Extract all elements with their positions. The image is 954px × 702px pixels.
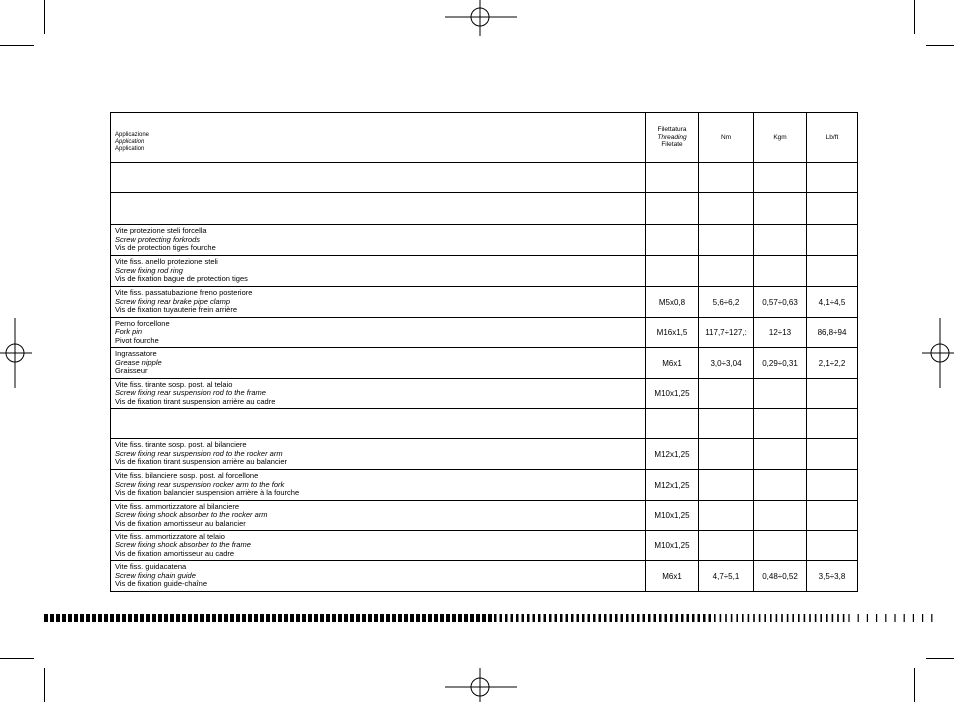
table-row [111,501,858,531]
print-bar [626,614,629,622]
print-bar [621,614,624,622]
application-fr: Vis de fixation amortisseur au balancier [115,518,246,528]
print-bar [588,614,591,622]
lbft-cell [807,379,858,409]
print-bar [720,614,722,622]
table-row [111,561,858,592]
print-bar [236,614,240,622]
table-row [111,318,858,348]
lbft-cell [807,501,858,531]
print-bar [781,614,783,622]
crop-mark [914,668,915,702]
application-it: Vite protezione steli forcella [115,226,207,236]
print-bar [152,614,156,622]
thread-cell: M6x1 [646,561,699,592]
print-bar [218,614,222,622]
print-bar [714,614,716,622]
print-bar [742,614,744,622]
print-bar [80,614,84,622]
application-fr: Pivot fourche [115,335,159,345]
print-bar [422,614,426,622]
print-bar [560,614,563,622]
lbft-cell [807,409,858,439]
print-bar [362,614,366,622]
print-bar [50,614,54,622]
print-bar [446,614,450,622]
registration-mark-bottom [445,668,517,702]
print-bar [522,614,525,622]
nm-cell [699,501,754,531]
print-bar [98,614,102,622]
print-bar [922,614,923,622]
print-bar [837,614,839,622]
print-bar [332,614,336,622]
table-row [111,531,858,561]
print-bar [44,614,48,622]
print-bar [549,614,552,622]
print-bar [632,614,635,622]
lbft-cell: 2,1÷2,2 [807,348,858,379]
print-bar [931,614,932,622]
print-bar [242,614,246,622]
print-bar [867,614,868,622]
print-bar [516,614,519,622]
nm-cell [699,409,754,439]
print-bar [476,614,480,622]
print-bar [248,614,252,622]
application-it: Vite fiss. tirante sosp. post. al telaio [115,379,233,389]
print-bar [643,614,646,622]
print-bar [804,614,806,622]
application-en: Grease nipple [115,357,162,367]
crop-mark [0,658,34,659]
application-fr: Graisseur [115,366,148,376]
print-bar [759,614,761,622]
print-bar [284,614,288,622]
application-cell [111,193,646,225]
header-application [111,113,646,163]
thread-cell [646,163,699,193]
application-fr: Vis de protection tiges fourche [115,243,216,253]
print-bar [188,614,192,622]
print-bar [92,614,96,622]
thread-cell [646,225,699,256]
application-fr: Vis de fixation tirant suspension arrière au balancier [115,457,288,467]
header-application-en: Application [115,139,145,146]
print-bar [164,614,168,622]
application-en: Screw fixing chain guide [115,570,196,580]
print-bar [654,614,657,622]
print-bar-strip [44,614,936,622]
application-en: Screw fixing rod ring [115,265,183,275]
application-en: Screw fixing shock absorber to the rocker arm [115,510,268,520]
print-bar [56,614,60,622]
print-bar [440,614,444,622]
print-bar [505,614,508,622]
thread-cell: M10x1,25 [646,501,699,531]
header-application-it: Applicazione [115,132,150,139]
kgm-cell [754,409,807,439]
print-bar [615,614,618,622]
crop-mark [0,45,34,46]
print-bar [725,614,727,622]
kgm-cell [754,501,807,531]
print-bar [398,614,402,622]
kgm-cell [754,531,807,561]
application-cell [111,501,646,531]
print-bar [770,614,772,622]
nm-cell: 3,0÷3,04 [699,348,754,379]
print-bar [577,614,580,622]
print-bar [748,614,750,622]
print-bar [314,614,318,622]
header-lbft: Lb/ft [807,113,858,163]
print-bar [68,614,72,622]
print-bar [894,614,895,622]
header-threading [646,113,699,163]
application-fr: Vis de fixation guide-chaîne [115,579,208,589]
nm-cell: 5,6÷6,2 [699,287,754,318]
print-bar [826,614,828,622]
print-bar [885,614,886,622]
table-row [111,163,858,193]
kgm-cell: 0,57÷0,63 [754,287,807,318]
print-bar [122,614,126,622]
print-bar [659,614,662,622]
print-bar [308,614,312,622]
thread-cell [646,409,699,439]
print-bar [571,614,574,622]
registration-mark-top [445,0,517,36]
header-application-fr: Application [115,145,145,152]
application-it: Vite fiss. ammortizzatore al bilanciere [115,501,240,511]
lbft-cell [807,225,858,256]
application-cell [111,287,646,318]
print-bar [648,614,651,622]
print-bar [128,614,132,622]
application-cell [111,470,646,501]
application-cell [111,348,646,379]
print-bar [798,614,800,622]
lbft-cell [807,439,858,470]
kgm-cell [754,193,807,225]
application-it: Ingrassatore [115,349,157,359]
print-bar [404,614,408,622]
print-bar [764,614,766,622]
registration-mark-left [0,318,32,388]
header-threading-fr: Filetate [661,141,683,149]
application-cell [111,439,646,470]
application-cell [111,318,646,348]
print-bar [482,614,486,622]
lbft-cell [807,256,858,287]
print-bar [599,614,602,622]
thread-cell: M16x1,5 [646,318,699,348]
application-it: Vite fiss. ammortizzatore al telaio [115,531,225,541]
print-bar [278,614,282,622]
print-bar [86,614,90,622]
print-bar [670,614,673,622]
application-en: Screw fixing rear suspension rod to the rocker arm [115,448,283,458]
kgm-cell [754,439,807,470]
nm-cell: 117,7÷127,: [699,318,754,348]
print-bar [820,614,822,622]
nm-cell [699,531,754,561]
nm-cell [699,163,754,193]
crop-mark [44,0,45,34]
application-cell [111,256,646,287]
table-row [111,379,858,409]
print-bar [134,614,138,622]
print-bar [272,614,276,622]
nm-cell [699,225,754,256]
print-bar [320,614,324,622]
crop-mark [44,668,45,702]
print-bar [146,614,150,622]
print-bar [665,614,668,622]
print-bar [488,614,492,622]
print-bar [410,614,414,622]
nm-cell: 4,7÷5,1 [699,561,754,592]
print-bar [170,614,174,622]
table-header-row [111,113,858,163]
lbft-cell [807,470,858,501]
print-bar [604,614,607,622]
print-bar [698,614,701,622]
kgm-cell [754,379,807,409]
lbft-cell [807,193,858,225]
print-bar [326,614,330,622]
kgm-cell [754,470,807,501]
lbft-cell: 3,5÷3,8 [807,561,858,592]
print-bar [380,614,384,622]
print-bar [703,614,706,622]
nm-cell [699,256,754,287]
application-it: Vite fiss. guidacatena [115,562,187,572]
kgm-cell: 0,29÷0,31 [754,348,807,379]
application-fr: Vis de fixation amortisseur au cadre [115,548,235,558]
print-bar [428,614,432,622]
application-en: Screw fixing rear suspension rocker arm to the fork [115,479,285,489]
thread-cell: M12x1,25 [646,470,699,501]
print-bar [692,614,695,622]
print-bar [809,614,811,622]
application-cell [111,531,646,561]
print-bar [356,614,360,622]
print-bar [792,614,794,622]
table-row [111,439,858,470]
print-bar [538,614,541,622]
application-en: Screw protecting forkrods [115,234,201,244]
print-bar [74,614,78,622]
table-row [111,193,858,225]
print-bar [470,614,474,622]
table-row [111,287,858,318]
print-bar [296,614,300,622]
print-bar [787,614,789,622]
print-bar [582,614,585,622]
crop-mark [926,658,954,659]
table-row [111,348,858,379]
print-bar [555,614,558,622]
thread-cell [646,256,699,287]
print-bar [464,614,468,622]
print-bar [610,614,613,622]
print-bar [158,614,162,622]
nm-cell [699,470,754,501]
print-bar [230,614,234,622]
application-fr: Vis de fixation balancier suspension arrière à la fourche [115,488,300,498]
print-bar [110,614,114,622]
kgm-cell [754,225,807,256]
application-cell [111,163,646,193]
nm-cell [699,193,754,225]
print-bar [182,614,186,622]
kgm-cell [754,256,807,287]
application-fr: Vis de fixation tirant suspension arrière au cadre [115,396,276,406]
print-bar [254,614,258,622]
table-row [111,409,858,439]
print-bar [676,614,679,622]
print-bar [832,614,834,622]
print-bar [452,614,456,622]
print-bar [260,614,264,622]
print-bar [266,614,270,622]
crop-mark [926,45,954,46]
print-bar [368,614,372,622]
print-bar [876,614,877,622]
print-bar [904,614,905,622]
header-threading-it: Filettatura [657,126,687,134]
print-bar [200,614,204,622]
application-it: Vite fiss. passatubazione freno posteriore [115,288,253,298]
print-bar [386,614,390,622]
print-bar [374,614,378,622]
print-bar [344,614,348,622]
table-row [111,225,858,256]
print-bar [338,614,342,622]
registration-mark-right [922,318,954,388]
print-bar [500,614,503,622]
application-it: Vite fiss. anello protezione steli [115,257,218,267]
print-bar [511,614,514,622]
lbft-cell: 4,1÷4,5 [807,287,858,318]
print-bar [104,614,108,622]
lbft-cell [807,531,858,561]
print-bar [815,614,817,622]
lbft-cell [807,163,858,193]
print-bar [494,614,497,622]
print-bar [593,614,596,622]
print-bar [350,614,354,622]
crop-mark [914,0,915,34]
print-bar [527,614,530,622]
application-en: Screw fixing rear brake pipe clamp [115,296,231,306]
nm-cell [699,379,754,409]
thread-cell: M5x0,8 [646,287,699,318]
table-row [111,470,858,501]
print-bar [206,614,210,622]
application-cell [111,225,646,256]
thread-cell: M12x1,25 [646,439,699,470]
table-row [111,256,858,287]
print-bar [416,614,420,622]
print-bar [687,614,690,622]
print-bar [776,614,778,622]
print-bar [434,614,438,622]
print-bar [212,614,216,622]
thread-cell: M6x1 [646,348,699,379]
application-en: Screw fixing shock absorber to the frame [115,540,251,550]
print-bar [533,614,536,622]
thread-cell: M10x1,25 [646,379,699,409]
print-bar [140,614,144,622]
nm-cell [699,439,754,470]
print-bar [858,614,859,622]
kgm-cell: 0,48÷0,52 [754,561,807,592]
print-bar [681,614,684,622]
torque-table [110,112,858,592]
application-cell [111,379,646,409]
kgm-cell [754,163,807,193]
print-bar [176,614,180,622]
print-bar [848,614,849,622]
print-bar [544,614,547,622]
thread-cell [646,193,699,225]
application-it: Vite fiss. bilanciere sosp. post. al forcellone [115,471,259,481]
print-bar [566,614,569,622]
application-en: Screw fixing rear suspension rod to the frame [115,388,266,398]
print-bar [709,614,712,622]
print-bar [194,614,198,622]
application-it: Perno forcellone [115,318,170,328]
header-threading-en: Threading [657,133,687,141]
print-bar [116,614,120,622]
print-bar [458,614,462,622]
print-bar [913,614,914,622]
application-en: Fork pin [115,327,143,337]
print-bar [290,614,294,622]
print-bar [62,614,66,622]
kgm-cell: 12÷13 [754,318,807,348]
print-bar [753,614,755,622]
application-cell [111,409,646,439]
print-bar [843,614,845,622]
print-bar [736,614,738,622]
thread-cell: M10x1,25 [646,531,699,561]
application-cell [111,561,646,592]
header-nm: Nm [699,113,754,163]
print-bar [637,614,640,622]
header-kgm: Kgm [754,113,807,163]
print-bar [731,614,733,622]
lbft-cell: 86,8÷94 [807,318,858,348]
application-fr: Vis de fixation bague de protection tiges [115,274,248,284]
print-bar [224,614,228,622]
application-fr: Vis de fixation tuyauterie frein arrière [115,305,238,315]
print-bar [302,614,306,622]
print-bar [392,614,396,622]
application-it: Vite fiss. tirante sosp. post. al bilanciere [115,440,247,450]
